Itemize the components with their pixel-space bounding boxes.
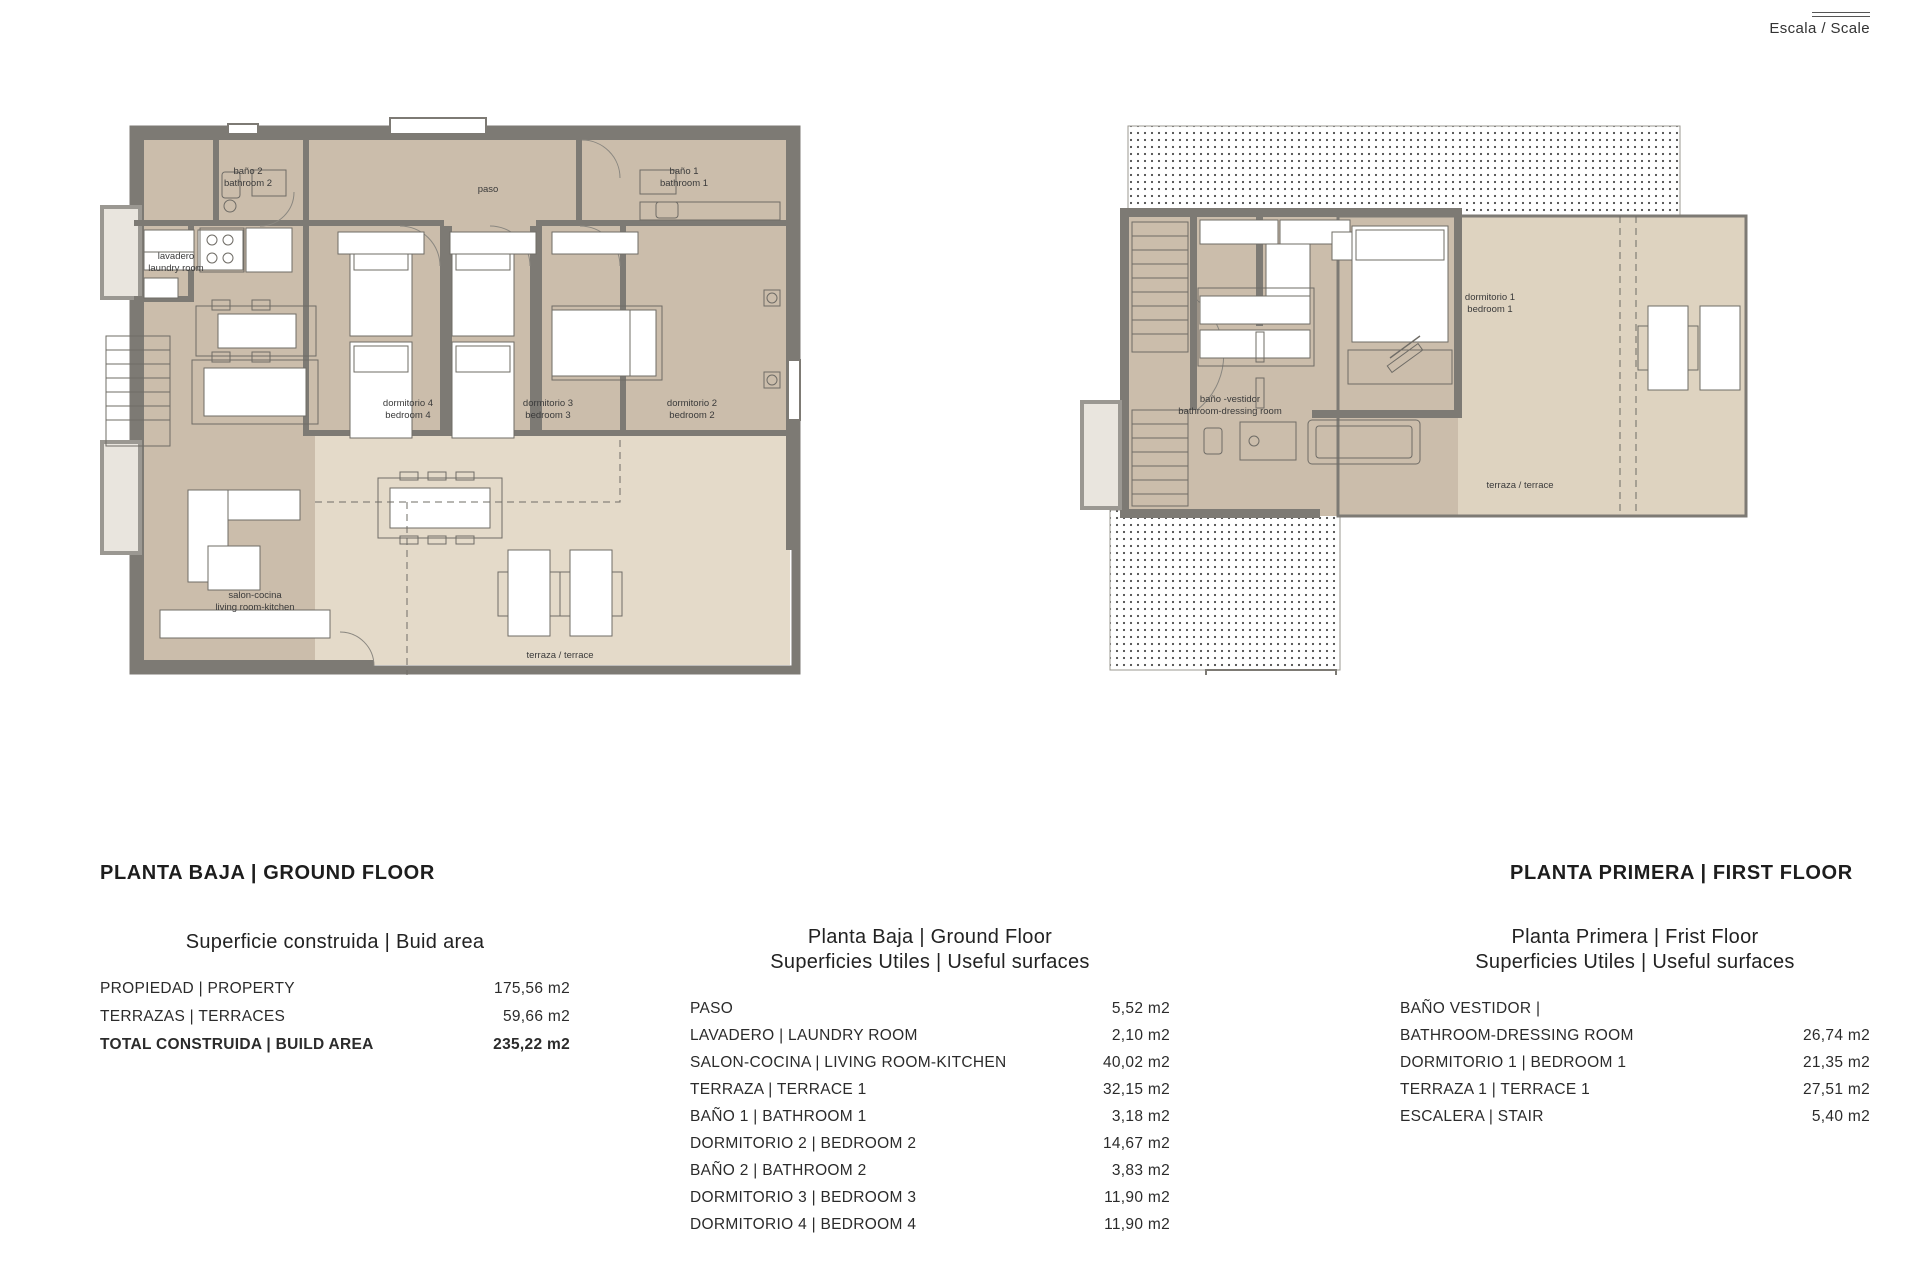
table-row <box>1400 1103 1870 1130</box>
scale-block <box>1769 12 1870 37</box>
svg-text:bedroom 1: bedroom 1 <box>1467 304 1513 315</box>
row-value: 2,10 m2 <box>1111 1026 1170 1044</box>
row-label: BAÑO VESTIDOR | <box>1400 999 1541 1017</box>
row-value: 11,90 m2 <box>1104 1215 1170 1233</box>
svg-text:dormitorio 2: dormitorio 2 <box>666 398 718 409</box>
row-value: 175,56 m2 <box>494 980 570 997</box>
ground-floor-surfaces-table <box>690 925 1170 1238</box>
row-value: 59,66 m2 <box>502 1008 570 1025</box>
svg-text:baño 1: baño 1 <box>669 166 699 177</box>
row-value: 3,83 m2 <box>1111 1161 1170 1179</box>
svg-text:bedroom 4: bedroom 4 <box>385 410 431 421</box>
svg-text:laundry room: laundry room <box>148 263 204 274</box>
svg-text:lavadero: lavadero <box>157 251 195 262</box>
row-label: DORMITORIO 2 | BEDROOM 2 <box>690 1134 917 1152</box>
svg-text:living room-kitchen: living room-kitchen <box>215 602 295 613</box>
row-value <box>1760 1000 1870 1018</box>
row-value: 235,22 m2 <box>493 1036 570 1053</box>
build-area-table <box>100 930 570 1059</box>
table-row <box>690 1022 1170 1049</box>
table-row <box>1400 1076 1870 1103</box>
row-label: TERRAZA | TERRACE 1 <box>690 1080 867 1098</box>
table-row <box>690 1130 1170 1157</box>
table-row-total <box>100 1031 570 1059</box>
row-label: DORMITORIO 3 | BEDROOM 3 <box>690 1188 917 1206</box>
row-label: BATHROOM-DRESSING ROOM <box>1400 1026 1634 1044</box>
svg-text:bathroom-dressing room: bathroom-dressing room <box>1178 406 1282 417</box>
row-label: PASO <box>690 999 734 1017</box>
build-area-heading: Superficie construida | Buid area <box>185 931 485 953</box>
table-row <box>690 1184 1170 1211</box>
row-value: 32,15 m2 <box>1102 1080 1170 1098</box>
svg-text:dormitorio 3: dormitorio 3 <box>522 398 574 409</box>
heading-line-1: Planta Primera | Frist Floor <box>1511 926 1759 948</box>
row-value: 40,02 m2 <box>1102 1053 1170 1071</box>
svg-text:terraza / terrace: terraza / terrace <box>1486 480 1554 491</box>
heading-line-2: Superficies Utiles | Useful surfaces <box>1475 951 1795 973</box>
table-row <box>690 995 1170 1022</box>
first-floor-surfaces-table <box>1400 925 1870 1130</box>
table-row <box>690 1076 1170 1103</box>
svg-text:terraza / terrace: terraza / terrace <box>526 650 594 661</box>
row-label: LAVADERO | LAUNDRY ROOM <box>690 1026 918 1044</box>
ground-surfaces-heading <box>690 925 1170 975</box>
svg-text:salon-cocina: salon-cocina <box>228 590 282 601</box>
table-row <box>690 1157 1170 1184</box>
heading-line-1: Planta Baja | Ground Floor <box>807 926 1053 948</box>
scale-label: Escala / Scale <box>1769 20 1870 37</box>
table-row <box>1400 1022 1870 1049</box>
row-label: DORMITORIO 1 | BEDROOM 1 <box>1400 1053 1627 1071</box>
scale-bar-icon <box>1769 12 1870 17</box>
row-value: 5,40 m2 <box>1811 1107 1870 1125</box>
row-value: 26,74 m2 <box>1802 1026 1870 1044</box>
row-label: ESCALERA | STAIR <box>1400 1107 1544 1125</box>
row-label: BAÑO 1 | BATHROOM 1 <box>690 1107 867 1125</box>
row-label: BAÑO 2 | BATHROOM 2 <box>690 1161 867 1179</box>
row-label: TOTAL CONSTRUIDA | BUILD AREA <box>100 1036 374 1053</box>
svg-text:bathroom 2: bathroom 2 <box>223 178 273 189</box>
svg-text:bedroom 3: bedroom 3 <box>525 410 571 421</box>
row-value: 5,52 m2 <box>1111 999 1170 1017</box>
ground-floor-plan <box>100 110 870 675</box>
first-floor-plan <box>1080 110 1820 675</box>
table-row <box>100 975 570 1003</box>
table-row <box>690 1049 1170 1076</box>
svg-text:dormitorio 1: dormitorio 1 <box>1464 292 1516 303</box>
svg-text:dormitorio 4: dormitorio 4 <box>382 398 434 409</box>
row-value: 14,67 m2 <box>1102 1134 1170 1152</box>
svg-text:bathroom 1: bathroom 1 <box>659 178 709 189</box>
row-value: 21,35 m2 <box>1802 1053 1870 1071</box>
table-row <box>690 1103 1170 1130</box>
row-label: PROPIEDAD | PROPERTY <box>100 980 295 997</box>
table-row <box>100 1003 570 1031</box>
svg-text:bedroom 2: bedroom 2 <box>669 410 715 421</box>
row-label: SALON-COCINA | LIVING ROOM-KITCHEN <box>690 1053 1007 1071</box>
row-value: 11,90 m2 <box>1104 1188 1170 1206</box>
table-row <box>1400 1049 1870 1076</box>
svg-text:baño -vestidor: baño -vestidor <box>1199 394 1261 405</box>
row-label: TERRAZAS | TERRACES <box>100 1008 286 1025</box>
svg-text:paso: paso <box>477 184 499 195</box>
row-label: DORMITORIO 4 | BEDROOM 4 <box>690 1215 917 1233</box>
row-value: 3,18 m2 <box>1111 1107 1170 1125</box>
table-row <box>1400 995 1870 1022</box>
first-floor-title: PLANTA PRIMERA | FIRST FLOOR <box>1510 862 1853 884</box>
ground-floor-title: PLANTA BAJA | GROUND FLOOR <box>100 862 435 884</box>
table-row <box>690 1211 1170 1238</box>
first-surfaces-heading <box>1400 925 1870 975</box>
svg-text:baño 2: baño 2 <box>233 166 263 177</box>
row-label: TERRAZA 1 | TERRACE 1 <box>1400 1080 1591 1098</box>
heading-line-2: Superficies Utiles | Useful surfaces <box>770 951 1090 973</box>
row-value: 27,51 m2 <box>1802 1080 1870 1098</box>
